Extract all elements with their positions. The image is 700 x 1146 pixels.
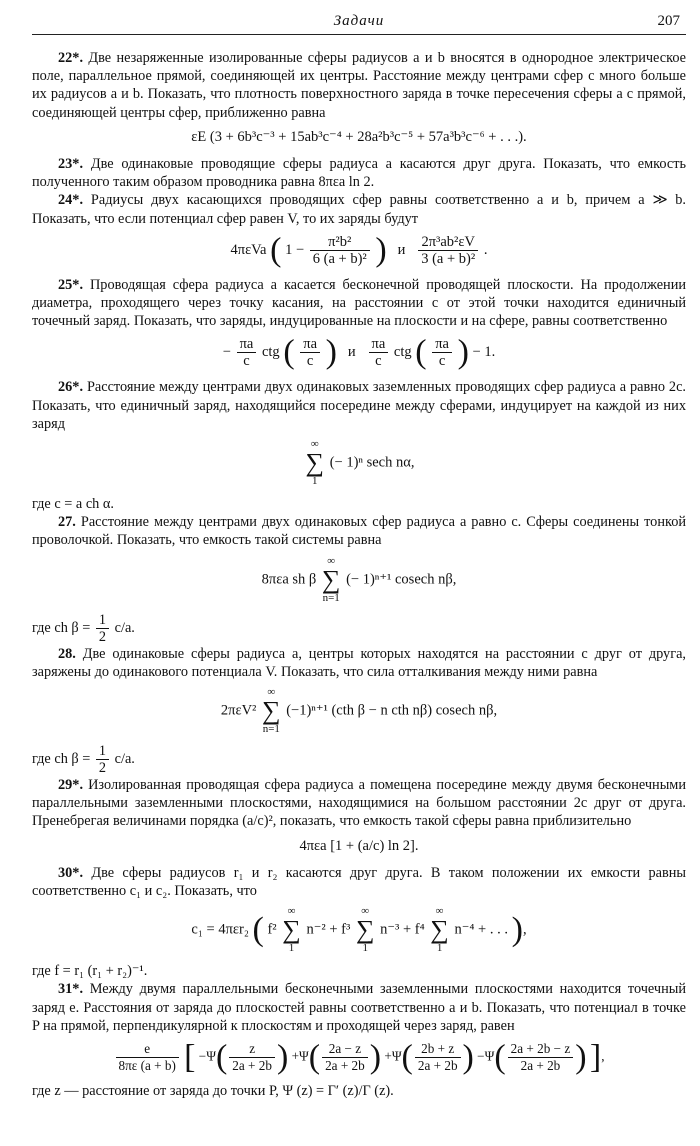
paren-open: ( xyxy=(401,1038,413,1076)
fraction xyxy=(237,336,257,369)
fraction xyxy=(229,1041,275,1074)
denominator: c xyxy=(243,353,250,370)
paren-close: ) xyxy=(457,333,469,371)
formula-30 xyxy=(32,906,686,954)
formula-term: − 1. xyxy=(472,344,496,361)
numerator: πa xyxy=(300,336,320,353)
formula-term: f² xyxy=(267,921,277,938)
problem-number: 28. xyxy=(58,645,76,662)
problem-text: Расстояние между центрами двух одинаковых сфер радиуса a равно c. Сферы соединены тонкой проволочкой. Показать, что емкость такой системы равна xyxy=(32,514,686,549)
denominator: 2a + 2b xyxy=(417,1058,458,1074)
formula-24 xyxy=(32,231,686,269)
numerator: πa xyxy=(237,336,257,353)
formula-22: εE (3 + 6b³c⁻³ + 15ab³c⁻⁴ + 28a²b³c⁻⁵ + 57a³b³c⁻⁶ + . . .). xyxy=(191,128,527,145)
paren-close: ) xyxy=(511,911,523,949)
formula-term: n⁻² + f³ xyxy=(306,921,351,938)
formula-conj: и xyxy=(397,241,406,258)
formula-25 xyxy=(32,333,686,371)
where-28 xyxy=(32,743,686,776)
paren-open: ( xyxy=(270,231,282,269)
sum-sign: ∞ ∑ 1 xyxy=(355,905,375,955)
paren-close: ) xyxy=(375,231,387,269)
sum-upper: ∞ xyxy=(361,905,370,918)
denominator: 2a + 2b xyxy=(520,1058,561,1074)
sum-lower: n=1 xyxy=(322,591,340,604)
numerator: z xyxy=(229,1041,275,1058)
fraction xyxy=(116,1041,179,1074)
paren-open: ( xyxy=(252,911,264,949)
paren-close: ) xyxy=(369,1038,382,1076)
denominator: c xyxy=(438,353,446,370)
sum-lower: 1 xyxy=(436,942,443,955)
fraction xyxy=(418,234,478,267)
formula-term: n⁻³ + f⁴ xyxy=(380,921,425,938)
numerator: πa xyxy=(432,336,452,353)
paren-open: ( xyxy=(494,1038,506,1076)
problem-text: Две сферы радиусов r₁ и r₂ касаются друг друга. В таком положении их емкости равны соответственно c₁ и c₂. Показать, что xyxy=(32,864,687,900)
sum-lower: n=1 xyxy=(262,723,280,736)
fraction xyxy=(369,336,389,369)
fraction xyxy=(432,336,452,369)
formula-28 xyxy=(32,687,686,735)
formula-26 xyxy=(32,439,686,487)
paren-close: ) xyxy=(575,1038,587,1076)
formula-term: Ψ xyxy=(484,1048,495,1064)
problem-text: Две одинаковые сферы радиуса a, центры которых находятся на расстоянии c друг от друга, заряжены до одинакового потенциала V. Показать, что сила отталкивания между ними равна xyxy=(32,645,686,680)
fraction xyxy=(96,612,109,645)
page-number: 207 xyxy=(657,13,680,29)
numerator: 2a − z xyxy=(322,1041,368,1058)
problem-22 xyxy=(32,49,686,122)
where-text: где ch β = xyxy=(32,750,91,767)
formula-term: + xyxy=(384,1048,392,1064)
numerator: 1 xyxy=(96,743,109,760)
formula-term: Ψ xyxy=(299,1048,309,1064)
sum-sign: ∞ ∑ n=1 xyxy=(321,554,341,604)
formula-term: − xyxy=(222,344,231,361)
fraction xyxy=(508,1041,574,1074)
numerator: 2b + z xyxy=(415,1041,461,1058)
sum-upper: ∞ xyxy=(287,905,296,918)
formula-term: − xyxy=(477,1048,485,1064)
formula-term: 1 − xyxy=(285,241,305,258)
problem-number: 30*. xyxy=(58,864,84,881)
sum-upper: ∞ xyxy=(267,686,276,699)
denominator: 2a + 2b xyxy=(232,1058,272,1074)
sum-sign: ∞ ∑ 1 xyxy=(430,905,449,955)
paren-close: ) xyxy=(325,333,337,371)
numerator: 2a + 2b − z xyxy=(508,1041,574,1058)
problem-text: Радиусы двух касающихся проводящих сфер равны соответственно a и b, причем a ≫ b. Показать, что если потенциал сфер равен V, то их заряды будут xyxy=(32,192,686,227)
sum-upper: ∞ xyxy=(435,905,444,918)
problem-text: Две одинаковые проводящие сферы радиуса a касаются друг друга. Показать, что емкость полученного таким образом проводника равна 8πεa ln 2. xyxy=(32,156,687,191)
fraction xyxy=(322,1041,368,1074)
fraction xyxy=(300,336,320,369)
formula-term: ctg xyxy=(261,344,280,361)
denominator: c xyxy=(375,353,382,370)
denominator: 6 (a + b)² xyxy=(312,250,367,267)
formula-term: (− 1)ⁿ sech nα, xyxy=(329,454,415,471)
denominator: 2 xyxy=(98,628,107,645)
formula-term: 4πεVa xyxy=(230,241,267,258)
sum-upper: ∞ xyxy=(327,554,336,567)
formula-31 xyxy=(32,1038,686,1076)
where-26: где c = a ch α. xyxy=(32,496,114,513)
formula-27 xyxy=(32,556,686,604)
formula-term: , xyxy=(601,1048,605,1064)
formula-term: c₁ = 4πεr₂ xyxy=(191,921,249,938)
problem-number: 27. xyxy=(58,514,76,531)
formula-term: . xyxy=(483,241,488,258)
formula-term: Ψ xyxy=(391,1048,402,1064)
problem-28 xyxy=(32,645,686,681)
denominator: 3 (a + b)² xyxy=(421,250,476,267)
formula-term: 2πεV² xyxy=(220,702,257,719)
denominator: c xyxy=(306,353,314,370)
problem-23 xyxy=(32,155,686,191)
paren-open: ( xyxy=(415,333,427,371)
denominator: 2a + 2b xyxy=(325,1058,365,1074)
paren-open: ( xyxy=(308,1038,321,1076)
problem-number: 25*. xyxy=(58,276,84,293)
numerator: π²b² xyxy=(310,234,370,251)
fraction xyxy=(96,743,109,776)
problem-number: 22*. xyxy=(58,50,84,66)
problem-number: 26*. xyxy=(58,379,84,396)
running-header xyxy=(32,10,686,32)
formula-term: (− 1)ⁿ⁺¹ cosech nβ, xyxy=(346,570,457,587)
numerator: e xyxy=(116,1041,179,1058)
problem-26 xyxy=(32,378,686,433)
formula-term: 8πεa sh β xyxy=(261,570,317,587)
problem-text: Между двумя параллельными бесконечными заземленными плоскостями находится точечный заряд e. Расстояния от заряда до плоскостей равны соответственно a и b. Показать, что потенциал в точке P на прямой, перпендикулярной к плоскостям и проходящей через заряд, равен xyxy=(32,981,686,1034)
denominator: 8πε (a + b) xyxy=(118,1058,176,1074)
paren-open: ( xyxy=(215,1038,228,1076)
sum-lower: 1 xyxy=(288,942,295,955)
denominator: 2 xyxy=(98,760,107,777)
formula-29: 4πεa [1 + (a/c) ln 2]. xyxy=(299,837,419,854)
running-title: Задачи xyxy=(333,13,385,29)
problem-27 xyxy=(32,513,686,549)
numerator: πa xyxy=(369,336,389,353)
sum-lower: 1 xyxy=(362,942,368,955)
sum-sign: ∞ ∑ 1 xyxy=(305,438,325,488)
sum-sign: ∞ ∑ 1 xyxy=(282,905,301,955)
formula-term: ctg xyxy=(393,344,412,361)
header-rule xyxy=(32,34,686,35)
problem-text: Изолированная проводящая сфера радиуса a помещена посередине между двумя бесконечными параллельными заземленными плоскостями, находящимися на большом расстоянии 2c друг от друга. Пренебрегая величинами порядка (a/c)², показать, что емкость такой сферы равна приблизительно xyxy=(32,777,686,830)
problem-number: 31*. xyxy=(58,981,84,998)
sum-lower: 1 xyxy=(312,475,318,488)
formula-term: n⁻⁴ + . . . xyxy=(454,921,508,938)
problem-number: 29*. xyxy=(58,777,84,794)
fraction xyxy=(310,234,370,267)
paren-open: ( xyxy=(283,333,295,371)
formula-term: Ψ xyxy=(206,1048,216,1064)
problem-30 xyxy=(32,864,686,900)
problem-text: Две незаряженные изолированные сферы радиусов a и b вносятся в однородное электрическое поле, параллельное прямой, соединяющей их центры. Расстояние между центрами сфер c много больше их радиусов a и b. Показать, что плотность поверхностного заряда в точке пересечения сферы a с прямой, соединяющей центры сфер, приближенно равна xyxy=(32,50,686,121)
where-text: где ch β = xyxy=(32,619,91,636)
paren-close: ) xyxy=(462,1038,474,1076)
formula-term: , xyxy=(522,921,527,938)
problem-number: 24*. xyxy=(58,192,84,209)
where-text: c/a. xyxy=(114,619,135,636)
where-27 xyxy=(32,612,686,645)
bracket-open: [ xyxy=(184,1038,196,1076)
problem-25 xyxy=(32,276,686,331)
numerator: 1 xyxy=(96,612,109,629)
fraction xyxy=(415,1041,461,1074)
formula-term: + xyxy=(291,1048,300,1064)
problem-number: 23*. xyxy=(58,156,84,173)
problem-24 xyxy=(32,191,686,227)
paren-close: ) xyxy=(276,1038,289,1076)
formula-conj: и xyxy=(347,344,356,361)
where-30: где f = r₁ (r₁ + r₂)⁻¹. xyxy=(32,963,148,980)
problem-31 xyxy=(32,980,686,1035)
problem-text: Проводящая сфера радиуса a касается бесконечной проводящей плоскости. На продолжении диаметра, проходящего через точку касания, на расстоянии c от этой точки находится единичный точечный заряд. Показать, что заряды, индуцированные на плоскости и на сфере, равны соответственно xyxy=(32,276,686,330)
sum-upper: ∞ xyxy=(310,438,319,451)
sum-sign: ∞ ∑ n=1 xyxy=(262,686,281,736)
where-text: c/a. xyxy=(114,750,135,767)
problem-text: Расстояние между центрами двух одинаковых заземленных проводящих сфер радиуса a равно 2c. Показать, что единичный заряд, находящийся посередине между сферами, индуцирует на каждой из них заряд xyxy=(32,379,686,432)
where-31: где z — расстояние от заряда до точки P, Ψ (z) = Γ′ (z)/Γ (z). xyxy=(32,1083,394,1100)
bracket-close: ] xyxy=(589,1038,602,1076)
numerator: 2π³ab²εV xyxy=(418,234,478,251)
formula-term: (−1)ⁿ⁺¹ (cth β − n cth nβ) cosech nβ, xyxy=(286,702,498,719)
formula-term: − xyxy=(198,1048,207,1064)
problem-29 xyxy=(32,776,686,831)
